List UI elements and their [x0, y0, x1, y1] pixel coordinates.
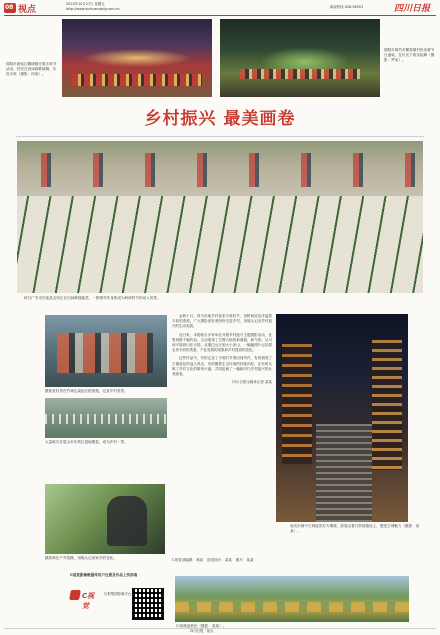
photo-top-left — [62, 19, 212, 97]
cvision-sub: 川报集团影像平台 — [104, 592, 132, 596]
article-paragraph: 连日来，本报联合多家单位开展乡村振兴主题摄影活动，征集到数千幅作品，生动展现了巴蜀大地的新面貌、新气象。从川西平原到川东丘陵，从秦巴山区到大小凉山，一幅幅照片记录着农民丰收的笑脸、产业发展的成果和乡村建设的变化。 — [172, 332, 272, 353]
cvision-brand: C视觉 — [82, 592, 95, 610]
promo-title[interactable]: C视觉影像数据库用户注册及作品上传指南 — [70, 573, 138, 577]
caption-photographers: 摄影爱好者在竹林边架起长枪短炮，记录乡村美景。 — [45, 389, 128, 393]
photo-top-right — [220, 19, 380, 97]
footer-rule — [4, 628, 436, 629]
photo-main-field — [17, 141, 423, 293]
headline-divider — [16, 136, 424, 137]
photo-wetland-birds — [45, 398, 167, 438]
cvision-logo — [70, 588, 100, 618]
article-body — [172, 314, 272, 385]
section-name: 视点 — [18, 5, 37, 15]
caption-wetland: 大量候鸟在眉山市东坡区湿地栖息，成为乡村一景。 — [45, 440, 128, 444]
qr-code[interactable] — [132, 588, 164, 620]
dateline: 2023年10月27日 星期五 — [66, 2, 105, 6]
paper-name: 四川日报 — [394, 4, 431, 14]
caption-ancient-town: 南充市阆中古城夜景灯火璀璨，游客沿着石阶拾级而上，感受古城魅力（摄影：某某）。 — [290, 524, 420, 533]
page-headline: 乡村振兴 最美画卷 — [144, 109, 296, 129]
page-number: 08 — [5, 4, 14, 11]
caption-top-right: 德阳市绵竹市麓棠镇村民身着节日盛装，在灯光下欢乐起舞（摄影：罗某）。 — [384, 48, 435, 62]
caption-main-photo: 秋日广安市岳池县农民正在田间移栽蔬菜，一排排劳作身影成为秋收时节的动人风景。 — [24, 296, 161, 300]
footer-text: 四川日报 · 视点 — [190, 629, 214, 633]
credits: C视觉部编辑：林某 视觉设计：某某 图片：某某 — [172, 558, 254, 562]
photo-photographers — [45, 315, 167, 387]
photo-photographer-field — [45, 484, 165, 554]
cvision-logo-mark — [69, 590, 81, 600]
hotline: 新闻热线 028-96501 — [330, 5, 364, 9]
caption-top-left: 绵阳市游仙区魏城镇开展丰收节活动，村民在田间载歌载舞，庆祝丰收（摄影：何某）。 — [6, 62, 57, 76]
article-paragraph: 这些作品中，有的记录了丰收时节的田间劳作，有的展现了古镇夜色的迷人风光，有的聚焦生态环境的持续向好，还有的反映了乡村文化的繁荣兴盛，共同绘就了一幅新时代乡村振兴的壮美画卷。 — [172, 356, 272, 377]
caption-linpan: 川西林盘秋色（摄影：某某）。 — [176, 624, 227, 628]
caption-photographer-field: 摄影师在户外拍摄，用镜头记录家乡的变化。 — [45, 556, 117, 560]
url[interactable]: http://www.sichuandaily.com.cn — [66, 7, 120, 11]
photo-ancient-town-night — [276, 314, 408, 522]
header-rule — [4, 15, 436, 16]
photo-linpan-autumn — [175, 576, 409, 622]
article-paragraph: 金秋十月，四川各地乡村迎来丰收时节，田野间处处洋溢着丰收的喜悦。广大摄影爱好者纷纷走进乡村，用镜头记录乡村振兴的生动实践。 — [172, 314, 272, 329]
article-byline: 四川日报全媒体记者 某某 — [232, 380, 272, 385]
